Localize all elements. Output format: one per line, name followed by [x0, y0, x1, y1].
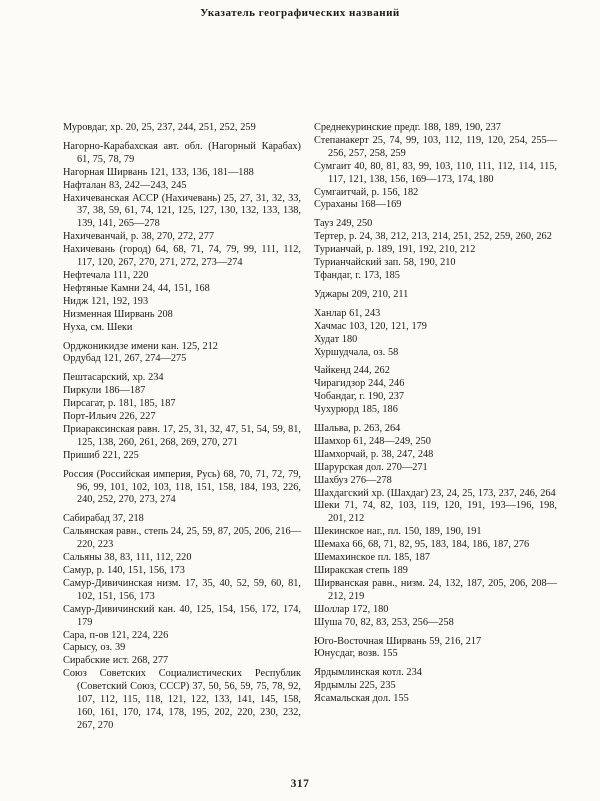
index-entry: Юнусдаг, возв. 155: [314, 648, 398, 660]
index-entry: Хачмас 103, 120, 121, 179: [314, 320, 427, 332]
index-entry: Шамхорчай, р. 38, 247, 248: [314, 448, 434, 460]
index-entry: Сирабские ист. 268, 277: [63, 655, 169, 667]
index-entry: Чобандаг, г. 190, 237: [314, 391, 405, 403]
index-column-left: [63, 122, 301, 739]
index-entry: Шальва, р. 263, 264: [314, 423, 401, 435]
index-letter-group: [63, 372, 301, 462]
index-letter-group: [314, 289, 557, 302]
index-letter-group: [314, 308, 557, 360]
index-letter-group: [63, 469, 301, 508]
index-entry: Нахичеванчай, р. 38, 270, 272, 277: [63, 231, 215, 243]
index-entry: Пештасарский, хр. 234: [63, 372, 164, 384]
index-entry: Муровдаг, хр. 20, 25, 237, 244, 251, 252, 259: [63, 122, 256, 133]
index-letter-group: [314, 423, 557, 630]
index-entry: Худат 180: [314, 333, 358, 345]
index-entry: Союз Советских Социалистических Республик (Советский Союз, СССР) 37, 50, 56, 59, 75, 78, 92, 107, 112, 115, 118, 121, 122, 133, 141, 145, 158, 160, 161, 170, 174, 178, 195, 202, 220, 230, 232, 267, 270: [63, 668, 301, 731]
index-entry: Шамхор 61, 248—249, 250: [314, 435, 431, 447]
index-entry: Хуршудчала, оз. 58: [314, 346, 399, 358]
index-entry: Самур-Дивичинская низм. 17, 35, 40, 52, 59, 60, 81, 102, 151, 156, 173: [63, 577, 301, 602]
index-letter-group: [314, 636, 557, 662]
index-entry: Степанакерт 25, 74, 99, 103, 112, 119, 120, 254, 255—256, 257, 258, 259: [314, 134, 557, 159]
index-entry: Шекинское наг., пл. 150, 189, 190, 191: [314, 526, 482, 538]
index-letter-group: [314, 218, 557, 283]
index-entry: Уджары 209, 210, 211: [314, 288, 409, 300]
index-entry: Низменная Ширвань 208: [63, 308, 173, 320]
index-entry: Нефтечала 111, 220: [63, 269, 149, 281]
index-entry: Сумгаитчай, р. 156, 182: [314, 186, 419, 198]
index-letter-group: [314, 667, 557, 706]
index-letter-group: [63, 341, 301, 367]
index-entry: Пиркули 186—187: [63, 385, 146, 397]
index-entry: Чайкенд 244, 262: [314, 365, 390, 377]
index-letter-group: [63, 513, 301, 732]
index-entry: Тертер, р. 24, 38, 212, 213, 214, 251, 252, 259, 260, 262: [314, 231, 552, 243]
index-entry: Сабирабад 37, 218: [63, 513, 144, 525]
index-entry: Нагорная Ширвань 121, 133, 136, 181—188: [63, 166, 254, 178]
index-entry: Сальяны 38, 83, 111, 112, 220: [63, 552, 192, 564]
index-entry: Юго-Восточная Ширвань 59, 216, 217: [314, 635, 482, 647]
index-entry: Шуша 70, 82, 83, 253, 256—258: [314, 616, 454, 628]
index-entry: Самур, р. 140, 151, 156, 173: [63, 565, 185, 576]
index-entry: Нидж 121, 192, 193: [63, 295, 149, 307]
index-column-right: [314, 122, 557, 712]
index-columns: [63, 122, 557, 739]
index-entry: Шемаха 66, 68, 71, 82, 95, 183, 184, 186, 187, 276: [314, 539, 530, 551]
index-entry: Шахдагский хр. (Шахдаг) 23, 24, 25, 173, 237, 246, 264: [314, 487, 556, 499]
page-number: 317: [290, 778, 310, 790]
index-entry: Ярдымлы 225, 235: [314, 680, 396, 692]
index-entry: Ясамальская дол. 155: [314, 693, 409, 705]
index-entry: Ярдымлинская котл. 234: [314, 667, 422, 679]
index-entry: Ханлар 61, 243: [314, 307, 381, 319]
index-entry: Тауз 249, 250: [314, 218, 373, 230]
index-letter-group: [314, 122, 557, 212]
index-entry: Порт-Ильич 226, 227: [63, 411, 156, 423]
index-entry: Сураханы 168—169: [314, 199, 402, 211]
index-entry: Нефтяные Камни 24, 44, 151, 168: [63, 282, 210, 294]
index-entry: Турианчай, р. 189, 191, 192, 210, 212: [314, 244, 476, 256]
index-entry: Сарысу, оз. 39: [63, 642, 126, 654]
index-entry: Нахичевань (город) 64, 68, 71, 74, 79, 99, 111, 112, 117, 120, 267, 270, 271, 272, 273—274: [63, 244, 301, 269]
index-entry: Ширванская равн., низм. 24, 132, 187, 205, 206, 208—212, 219: [314, 577, 557, 602]
index-entry: Ширакская степь 189: [314, 565, 408, 576]
index-entry: Сара, п-ов 121, 224, 226: [63, 629, 169, 641]
index-letter-group: [63, 141, 301, 335]
index-entry: Чирагидзор 244, 246: [314, 378, 405, 390]
index-letter-group: [314, 365, 557, 417]
index-entry: Самур-Дивичинский кан. 40, 125, 154, 156, 172, 174, 179: [63, 603, 301, 628]
index-entry: Нахичеванская АССР (Нахичевань) 25, 27, 31, 32, 33, 37, 38, 59, 61, 74, 121, 125, 127, 130, 132, 133, 138, 139, 141, 265—278: [63, 192, 301, 230]
index-entry: Шемахинское пл. 185, 187: [314, 552, 431, 564]
index-entry: Шоллар 172, 180: [314, 603, 389, 615]
index-letter-group: [63, 122, 301, 135]
index-entry: Тфандаг, г. 173, 185: [314, 269, 400, 281]
index-entry: Пришиб 221, 225: [63, 449, 139, 461]
index-entry: Орджоникидзе имени кан. 125, 212: [63, 340, 218, 352]
index-entry: Россия (Российская империя, Русь) 68, 70, 71, 72, 79, 96, 99, 101, 102, 103, 118, 151, 158, 184, 193, 226, 240, 252, 270, 273, 274: [63, 468, 301, 506]
index-entry: Среднекуринские предг. 188, 189, 190, 237: [314, 122, 501, 133]
index-entry: Сальянская равн., степь 24, 25, 59, 87, 205, 206, 216—220, 223: [63, 526, 301, 551]
index-entry: Ордубад 121, 267, 274—275: [63, 353, 187, 365]
index-entry: Нафталан 83, 242—243, 245: [63, 179, 187, 191]
index-entry: Сумгаит 40, 80, 81, 83, 99, 103, 110, 111, 112, 114, 115, 117, 121, 138, 156, 169—173, 174, 180: [314, 160, 557, 185]
index-entry: Шахбуз 276—278: [314, 474, 392, 486]
page-header-title: Указатель географических названий: [200, 7, 400, 19]
index-entry: Шарурская дол. 270—271: [314, 461, 428, 473]
index-entry: Турианчайский зап. 58, 190, 210: [314, 257, 456, 269]
index-entry: Чухурюрд 185, 186: [314, 404, 398, 416]
index-entry: Нуха, см. Шеки: [63, 321, 133, 333]
index-entry: Шеки 71, 74, 82, 103, 119, 120, 191, 193—196, 198, 201, 212: [314, 500, 557, 525]
index-entry: Нагорно-Карабахская авт. обл. (Нагорный Карабах) 61, 75, 78, 79: [63, 140, 301, 165]
index-entry: Пирсагат, р. 181, 185, 187: [63, 398, 176, 410]
index-entry: Приараксинская равн. 17, 25, 31, 32, 47, 51, 54, 59, 81, 125, 138, 260, 261, 268, 269, 270, 271: [63, 423, 301, 448]
